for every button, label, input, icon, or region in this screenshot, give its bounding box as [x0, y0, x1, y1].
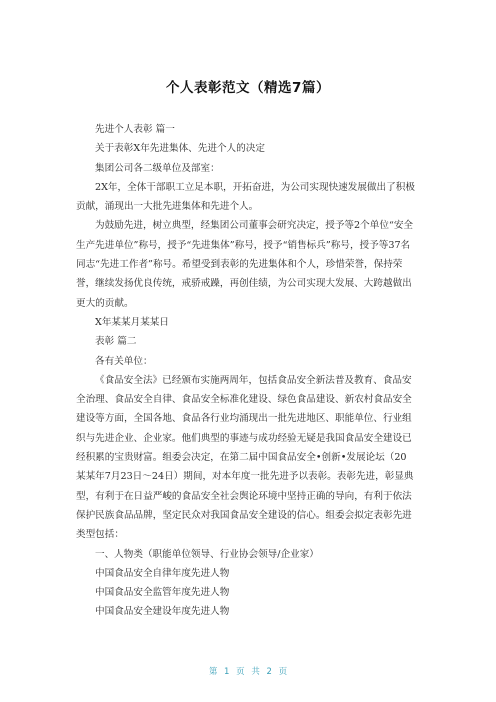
heading-section-2: 表彰 篇二 [95, 336, 137, 348]
document-body [76, 120, 416, 622]
list-heading: 一、人物类（职能单位领导、行业协会领导/企业家） [95, 548, 319, 560]
document-title: 个人表彰范文（精选7篇） [166, 80, 330, 96]
body-paragraph: 《食品安全法》已经颁布实施两周年，包括食品安全新法普及教育、食品安全治理、食品安全自律、食品安全标准化建设、绿色食品建设、新农村食品安全建设等方面，全国各地、食品各行业均涌现出一批先进地区、职能单位、行业组织与先进企业、企业家。他们典型的事迹与成功经验无疑是我国食品安全建设已经积累的宝贵财富。组委会决定，在第二届中国食品安全•创新•发展论坛（20某某年7月23日～24日）期间，对本年度一批先进予以表彰。表彰先进，彰显典型，有利于在日益严峻的食品安全社会舆论环境中坚持正确的导向，有利于依法保护民族食品品牌，坚定民众对我国食品安全建设的信心。组委会拟定表彰先进类型包括： [76, 374, 414, 541]
body-paragraph: 为鼓励先进，树立典型，经集团公司董事会研究决定，授予等2个单位“安全生产先进单位”称号，授予“先进集体”称号，授予“销售标兵”称号，授予等37名同志“先进工作者”称号。希望受到表彰的先进集体和个人，珍惜荣誉，保持荣誉，继续发扬优良传统，戒骄戒躁，再创佳绩，为公司实现大发展、大跨越做出更大的贡献。 [76, 220, 414, 309]
addressee: 集团公司各二级单位及部室： [95, 162, 220, 174]
date-line: X年某某月某某日 [95, 316, 169, 328]
list-item: 中国食品安全建设年度先进人物 [95, 606, 230, 618]
list-item: 中国食品安全自律年度先进人物 [95, 567, 230, 579]
page-footer: 第 1 页 共 2 页 [208, 667, 288, 677]
addressee: 各有关单位： [95, 355, 153, 367]
decision-title: 关于表彰X年先进集体、先进个人的决定 [95, 143, 265, 155]
list-item: 中国食品安全监管年度先进人物 [95, 587, 230, 599]
body-paragraph: 2X年，全体干部职工立足本职，开拓奋进，为公司实现快速发展做出了积极贡献，涌现出一大批先进集体和先进个人。 [76, 181, 415, 213]
heading-section-1: 先进个人表彰 篇一 [95, 124, 175, 135]
